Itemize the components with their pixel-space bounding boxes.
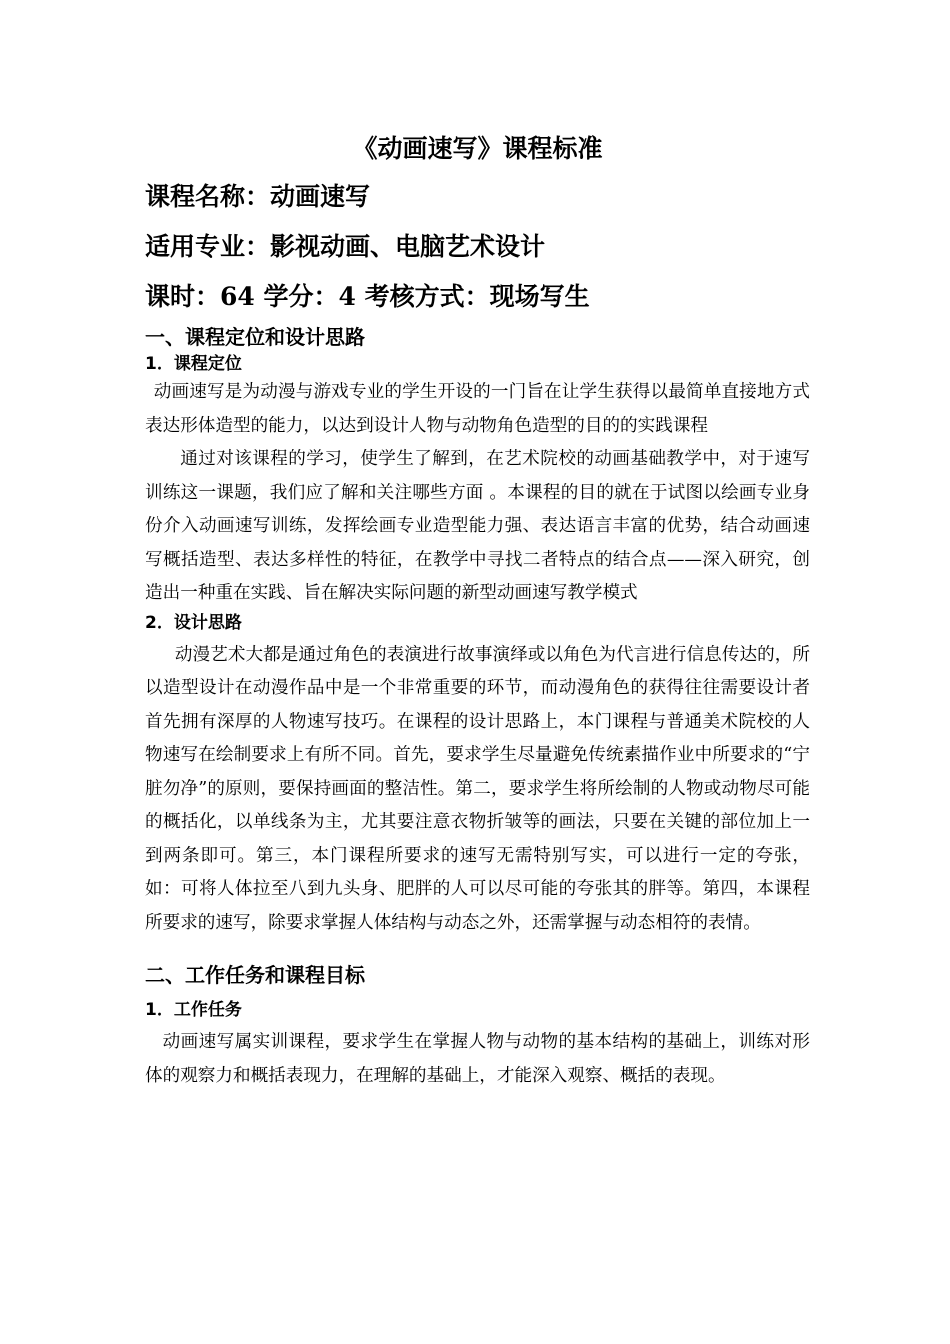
document-title: 《动画速写》课程标准 — [352, 134, 603, 163]
paragraph: 动画速写是为动漫与游戏专业的学生开设的一门旨在让学生获得以最简单直接地方式表达形体造型的能力，以达到设计人物与动物角色造型的目的的实践课程 — [145, 382, 810, 436]
course-name: 课程名称：动画速写 — [145, 182, 371, 211]
paragraph: 通过对该课程的学习，使学生了解到，在艺术院校的动画基础教学中，对于速写训练这一课题，我们应了解和关注哪些方面 。本课程的目的就在于试图以绘画专业身份介入动画速写训练，发挥绘画专业造型能力强、表达语言丰富的优势，结合动画速写概括造型、表达多样性的特征，在教学中寻找二者特点的结合点——深入研究，创造出一种重在实践、旨在解决实际问题的新型动画速写教学模式 — [145, 449, 810, 603]
subsection-heading-positioning: 1．课程定位 — [145, 354, 242, 374]
paragraph: 动画速写属实训课程，要求学生在掌握人物与动物的基本结构的基础上，训练对形体的观察力和概括表现力，在理解的基础上，才能深入观察、概括的表现。 — [145, 1032, 810, 1086]
applicable-major: 适用专业：影视动画、电脑艺术设计 — [145, 232, 546, 261]
paragraph: 动漫艺术大都是通过角色的表演进行故事演绎或以角色为代言进行信息传达的，所以造型设计在动漫作品中是一个非常重要的环节，而动漫角色的获得往往需要设计者首先拥有深厚的人物速写技巧。在课程的设计思路上，本门课程与普通美术院校的人物速写在绘制要求上有所不同。首先，要求学生尽量避免传统素描作业中所要求的“宁脏勿净”的原则，要保持画面的整洁性。第二，要求学生将所绘制的人物或动物尽可能的概括化，以单线条为主，尤其要注意衣物折皱等的画法，只要在关键的部位加上一到两条即可。第三，本门课程所要求的速写无需特别写实，可以进行一定的夸张，如：可将人体拉至八到九头身、肥胖的人可以尽可能的夸张其的胖等。第四，本课程所要求的速写，除要求掌握人体结构与动态之外，还需掌握与动态相符的表情。 — [145, 644, 810, 933]
section-heading-tasks: 二、工作任务和课程目标 — [145, 963, 365, 987]
subsection-heading-tasks: 1．工作任务 — [145, 1000, 242, 1020]
document-content — [145, 126, 810, 1093]
course-hours-credits: 课时：64 学分：4 考核方式：现场写生 — [145, 282, 590, 311]
section-heading-positioning: 一、课程定位和设计思路 — [145, 325, 365, 349]
subsection-heading-design: 2．设计思路 — [145, 612, 242, 633]
